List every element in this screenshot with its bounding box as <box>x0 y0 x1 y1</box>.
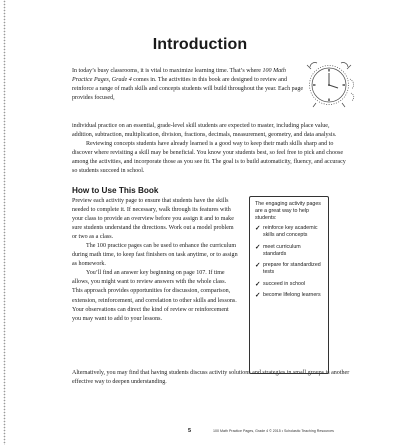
how-to-paragraph-4: Alternatively, you may find that having students discuss activity solutions and strategies in small groups is another effective way to deepen understanding. <box>72 370 350 386</box>
checkmark-icon: ✓ <box>255 292 261 299</box>
benefits-list <box>255 225 323 299</box>
list-item: ✓ reinforce key academic skills and concepts <box>255 225 318 238</box>
sidebar-intro: The engaging activity pages are a great way to help students: <box>255 201 321 221</box>
binder-dot-border <box>3 0 6 445</box>
how-to-column <box>72 197 238 324</box>
checkmark-icon: ✓ <box>255 243 261 251</box>
book-title: 100 Math Practice Pages, Grade 4 <box>72 68 286 84</box>
page-number: 5 <box>188 428 192 434</box>
intro-paragraph-1: In today’s busy classrooms, it is vital to maximize learning time. That’s where 100 Math Practice Pages, Grade 4 comes in. The activities in this book are designed to review and reinforce a range of math skills and concepts students will build throughout the year. Each page provides focused, <box>72 68 304 102</box>
intro-paragraph-1-continued: individual practice on an essential, grade-level skill students are expected to master, including place value, addition, subtraction, multiplication, division, fractions, decimals, measurement, geometry, and data analysis. <box>72 122 337 138</box>
how-to-paragraph-3: You’ll find an answer key beginning on page 107. If time allows, you might want to review answers with the whole class. This approach provides opportunities for discussion, comparison, extension, reinforcement, and correlation to other skills and lessons. Your observations can direct the kind of review or reinforcement you may want to add to your lessons. <box>72 270 237 322</box>
checkmark-icon: ✓ <box>255 280 261 288</box>
checkmark-icon: ✓ <box>255 225 261 232</box>
list-item: ✓ become lifelong learners <box>255 292 321 299</box>
intro-continued <box>72 122 352 177</box>
list-item: ✓ meet curriculum standards <box>255 243 301 257</box>
clock-illustration <box>302 55 362 115</box>
checkmark-icon: ✓ <box>255 262 261 269</box>
intro-paragraph-2: Reviewing concepts students have already learned is a good way to keep their math skills sharp and to discover where revisiting a skill may be beneficial. You know your students best, so feel free to pick and choose among the activities, and incorporate those as you see fit. The goal is to build automaticity, fluency, and accuracy so students succeed in school. <box>72 140 346 175</box>
how-to-paragraph-2: The 100 practice pages can be used to enhance the curriculum during math time, to keep fast finishers on task anytime, or to assign as homework. <box>72 242 238 268</box>
benefits-sidebar <box>249 196 329 374</box>
how-to-paragraph-1: Preview each activity page to ensure that students have the skills needed to complete it. If necessary, walk through its features with your class to provide an overview before you assign it and to make sure students understand the directions. Work out a model problem or two as a class. <box>72 197 234 240</box>
footer-credit: 100 Math Practice Pages, Grade 4 © 2015 • Scholastic Teaching Resources <box>213 429 334 433</box>
section-heading: How to Use This Book <box>72 186 159 195</box>
list-item: ✓ succeed in school <box>255 280 306 288</box>
list-item: ✓ prepare for standardized tests <box>255 262 321 275</box>
page-title: Introduction <box>152 36 248 53</box>
